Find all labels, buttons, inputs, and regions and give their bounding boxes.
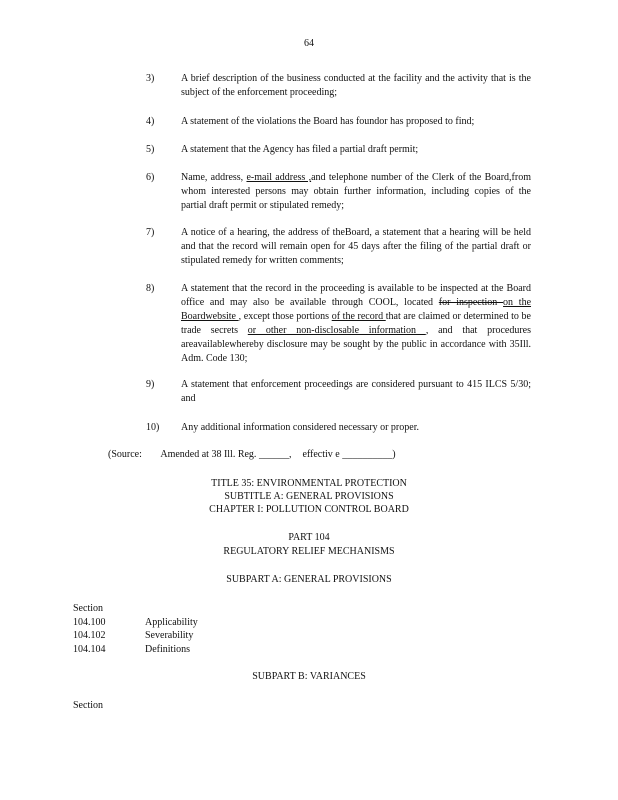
section-label: Section	[73, 603, 103, 614]
section-label: Section	[73, 700, 103, 711]
item-number: 4)	[146, 116, 155, 127]
section-number: 104.104	[73, 643, 106, 655]
item-number: 3)	[146, 73, 155, 84]
subtitle-heading: SUBTITLE A: GENERAL PROVISIONS	[224, 491, 394, 502]
page-number: 64	[304, 38, 314, 49]
section-title: Severability	[145, 630, 194, 641]
section-title: Applicability	[145, 616, 198, 628]
subpart-b-heading: SUBPART B: VARIANCES	[252, 671, 366, 682]
subpart-a-heading: SUBPART A: GENERAL PROVISIONS	[226, 574, 392, 585]
item-text: Name, address, e-mail address ,and telephone number of the Clerk of the Board,from whom interested persons may obtain further information, including copies of the partial draft permit or stipulated remedy;	[181, 172, 531, 211]
inserted-text: on the Boardwebsite	[181, 297, 532, 322]
inserted-text: e-mail address ,	[246, 172, 312, 183]
item-number: 9)	[146, 379, 155, 390]
title-heading: TITLE 35: ENVIRONMENTAL PROTECTION	[211, 478, 407, 489]
item-text: A brief description of the business conducted at the facility and the activity that is the subject of the enforcement proceeding;	[181, 73, 531, 98]
item-number: 6)	[146, 172, 155, 183]
part-heading: PART 104	[288, 532, 330, 543]
part-name-heading: REGULATORY RELIEF MECHANISMS	[223, 546, 395, 557]
item-text: A statement that the record in the proceeding is available to be inspected at the Board office and may also be available through COOL, located for inspection on the Boardwebsite , except those portions of the record that are claimed or determined to be trade secrets or other non-disclosable information , and that procedures areavailablewhereby disclosure may be sought by the public in accordance with 35Ill. Adm. Code 130;	[181, 283, 532, 364]
section-title: Definitions	[145, 643, 190, 655]
item-number: 7)	[146, 227, 155, 238]
source-note: (Source: Amended at 38 Ill. Reg. ______, effectiv e __________)	[108, 449, 396, 460]
item-number: 8)	[146, 283, 155, 294]
section-number: 104.100	[73, 616, 106, 628]
item-text: A statement that enforcement proceedings are considered pursuant to 415 ILCS 5/30; and	[181, 379, 531, 404]
section-number: 104.102	[73, 630, 106, 641]
chapter-heading: CHAPTER I: POLLUTION CONTROL BOARD	[209, 504, 409, 515]
item-number: 10)	[146, 422, 160, 433]
item-text: Any additional information considered necessary or proper.	[181, 422, 419, 433]
deleted-text: for inspection	[438, 297, 504, 308]
item-text: A notice of a hearing, the address of theBoard, a statement that a hearing will be held and that the record will remain open for 45 days after the filing of the partial draft or stipulated remedy for written comments;	[181, 227, 531, 266]
inserted-text: of the record	[331, 311, 386, 322]
item-number: 5)	[146, 144, 155, 155]
inserted-text: or other non-disclosable information	[247, 325, 426, 336]
item-text: A statement of the violations the Board has foundor has proposed to find;	[181, 116, 475, 127]
item-text: A statement that the Agency has filed a partial draft permit;	[181, 144, 419, 155]
